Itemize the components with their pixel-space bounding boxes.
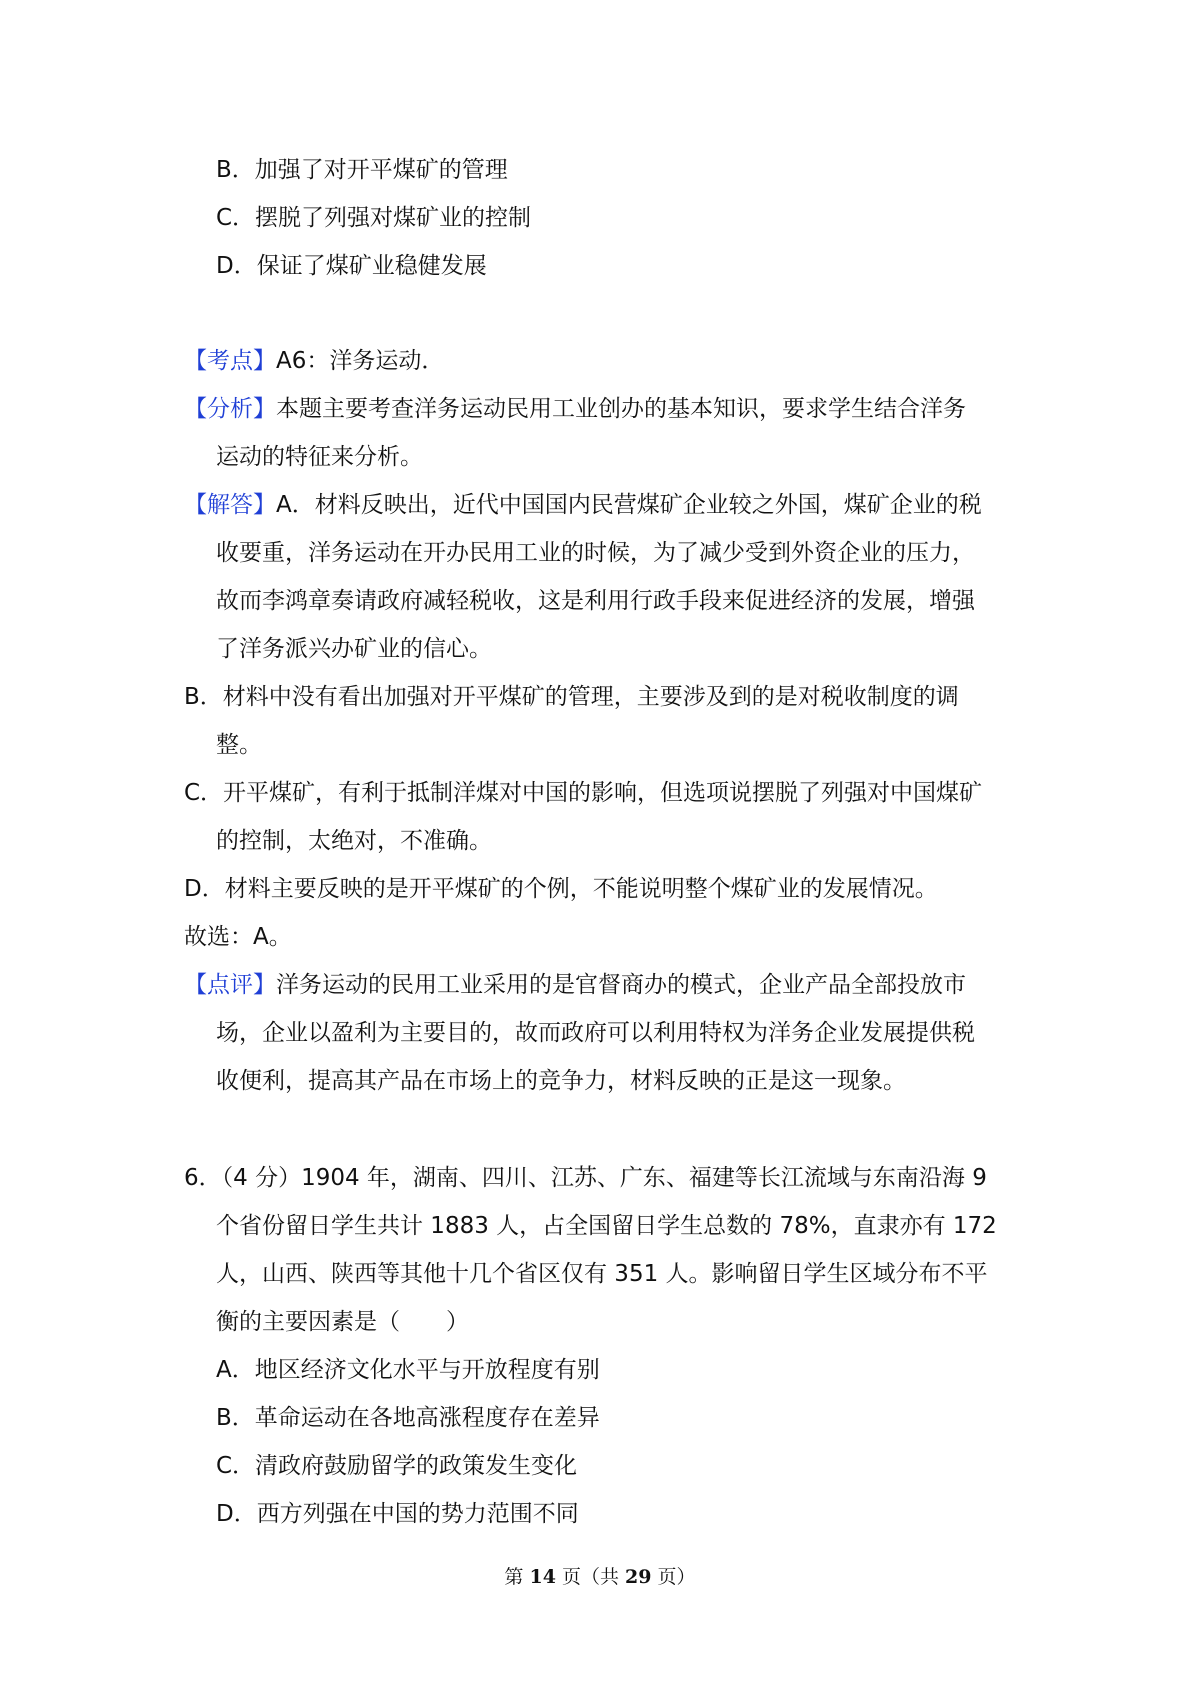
fenxi-tag: 【分析】 [184,396,276,422]
kaodian-text: A6：洋务运动． [276,348,445,374]
dianping-line [184,970,966,1000]
jieda-line [184,490,982,520]
jieda-a-3: 故而李鸿章奏请政府减轻税收，这是利用行政手段来促进经济的发展，增强 [216,588,975,614]
jieda-tag: 【解答】 [184,492,276,518]
option-b: B．加强了对开平煤矿的管理 [216,157,508,183]
q6-option-b: B．革命运动在各地高涨程度存在差异 [216,1405,600,1431]
q6-option-d: D．西方列强在中国的势力范围不同 [216,1501,579,1527]
q6-stem-2: 个省份留日学生共计 1883 人，占全国留日学生总数的 78%，直隶亦有 172 [216,1213,997,1239]
jieda-b-1: B．材料中没有看出加强对开平煤矿的管理，主要涉及到的是对税收制度的调 [184,684,959,710]
footer-post: 页） [657,1566,696,1588]
jieda-a-1: A．材料反映出，近代中国国内民营煤矿企业较之外国，煤矿企业的税 [276,492,982,518]
q6-option-c: C．清政府鼓励留学的政策发生变化 [216,1453,578,1479]
footer-page-number: 14 [529,1566,556,1588]
jieda-c-2: 的控制，太绝对，不准确。 [216,828,492,854]
q6-option-a: A．地区经济文化水平与开放程度有别 [216,1357,600,1383]
jieda-answer: 故选：A。 [184,924,292,950]
dianping-text-1: 洋务运动的民用工业采用的是官督商办的模式，企业产品全部投放市 [276,972,966,998]
kaodian-tag: 【考点】 [184,348,276,374]
jieda-d: D．材料主要反映的是开平煤矿的个例，不能说明整个煤矿业的发展情况。 [184,876,938,902]
dianping-tag: 【点评】 [184,972,276,998]
q6-stem-3: 人，山西、陕西等其他十几个省区仅有 351 人。影响留日学生区域分布不平 [216,1261,988,1287]
option-c: C．摆脱了列强对煤矿业的控制 [216,205,532,231]
footer-pre: 第 [504,1566,524,1588]
q6-stem-1: 6．（4 分）1904 年，湖南、四川、江苏、广东、福建等长江流域与东南沿海 9 [184,1165,987,1191]
page-footer [0,1562,1200,1589]
jieda-c-1: C．开平煤矿，有利于抵制洋煤对中国的影响，但选项说摆脱了列强对中国煤矿 [184,780,983,806]
jieda-a-4: 了洋务派兴办矿业的信心。 [216,636,492,662]
jieda-b-2: 整。 [216,732,262,758]
dianping-text-2: 场，企业以盈利为主要目的，故而政府可以利用特权为洋务企业发展提供税 [216,1020,975,1046]
kaodian-line [184,346,444,376]
footer-mid: 页（共 [561,1566,619,1588]
jieda-a-2: 收要重，洋务运动在开办民用工业的时候，为了减少受到外资企业的压力， [216,540,975,566]
footer-total-pages: 29 [625,1566,652,1588]
fenxi-text-2: 运动的特征来分析。 [216,444,423,470]
q6-stem-4: 衡的主要因素是（ ） [216,1309,469,1335]
fenxi-text-1: 本题主要考查洋务运动民用工业创办的基本知识，要求学生结合洋务 [276,396,966,422]
fenxi-line [184,394,966,424]
dianping-text-3: 收便利，提高其产品在市场上的竞争力，材料反映的正是这一现象。 [216,1068,906,1094]
option-d: D．保证了煤矿业稳健发展 [216,253,487,279]
